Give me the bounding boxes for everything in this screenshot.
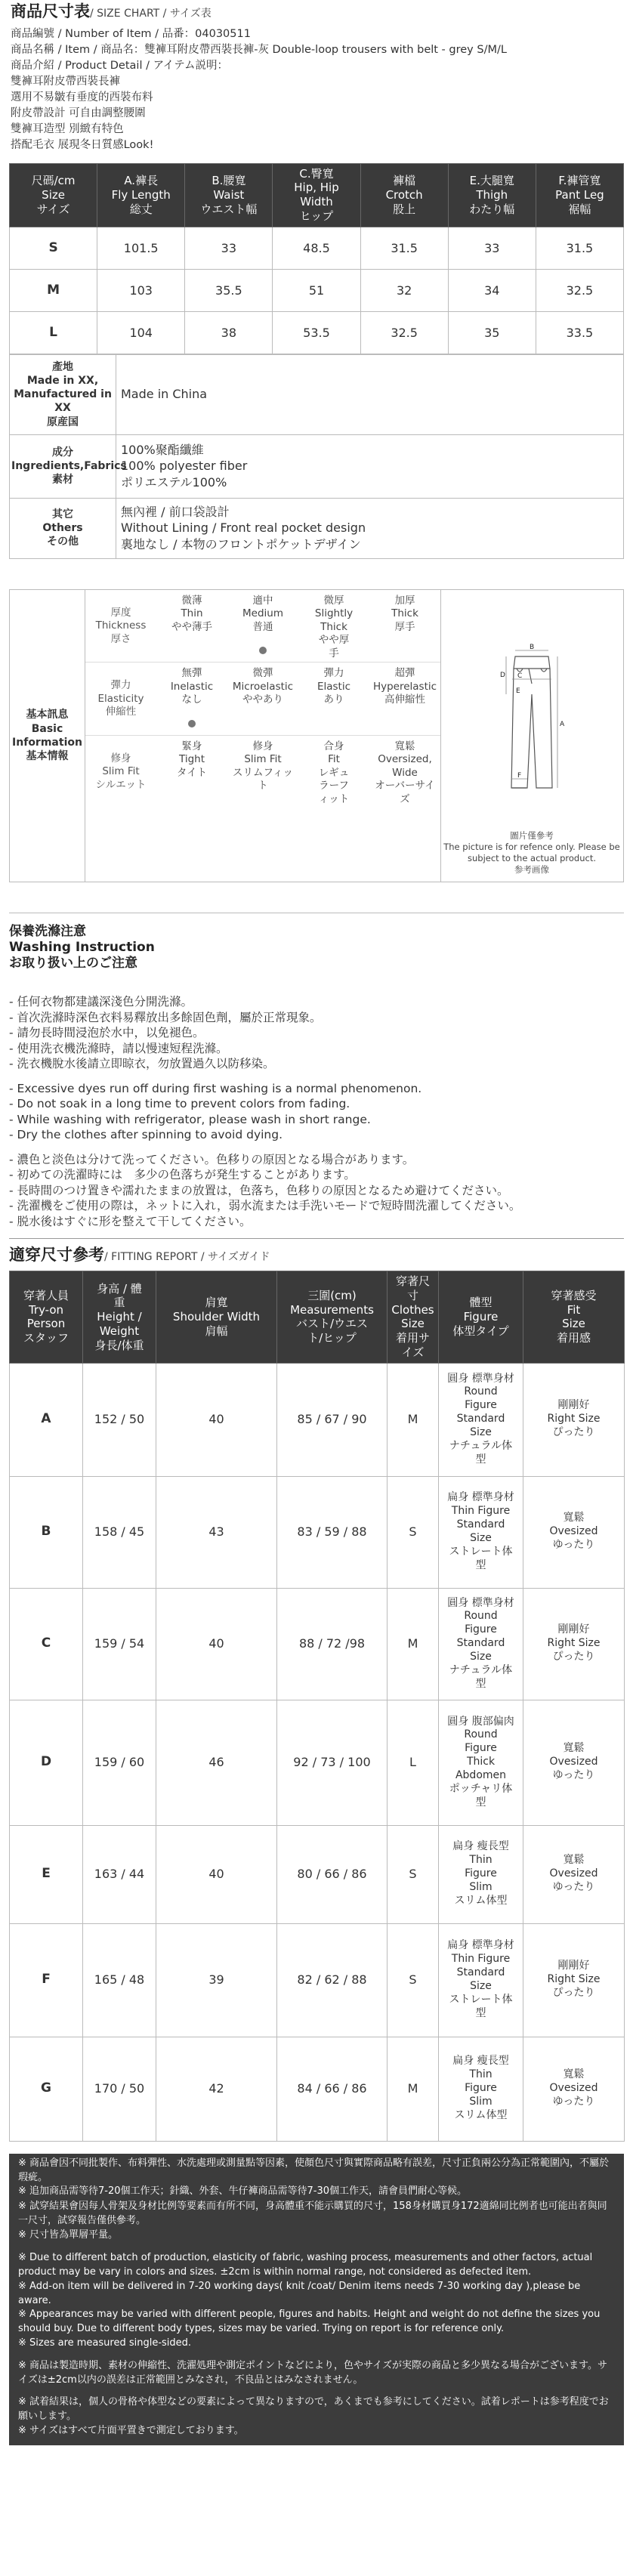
spacer — [18, 2244, 615, 2251]
fit-size: M — [388, 2037, 439, 2141]
fitting-subtitle: / FITTING REPORT / サイズガイド — [104, 1251, 270, 1264]
basic-option-text: 微厚 Slightly Thick やや厚 手 — [314, 594, 354, 659]
fit-fit: 剛剛好 Right Size ぴったり — [523, 1363, 625, 1476]
intro-line: 商品編號 / Number of Item / 品番：04030511 — [11, 27, 251, 40]
fit-figure: 扁身 瘦長型 Thin Figure Slim スリム体型 — [439, 2037, 523, 2141]
note-line: ※ 商品會因不同批製作、布料彈性、水洗處理或測量點等因素，使顏色尺寸與實際商品略有誤差，尺寸正負兩公分為正常範圍內，不屬於瑕疵。 — [18, 2157, 610, 2183]
fit-size: M — [388, 1363, 439, 1476]
basic-row-head: 厚度 Thickness 厚さ — [95, 606, 147, 645]
fit-meas: 82 / 62 / 88 — [277, 1923, 388, 2037]
fit-size: S — [388, 1825, 439, 1923]
info-row — [10, 498, 624, 558]
fit-hw: 163 / 44 — [83, 1825, 156, 1923]
fit-hw: 165 / 48 — [83, 1923, 156, 2037]
fit-header: 肩寬 Shoulder Width 肩幅 — [156, 1271, 277, 1364]
fitting-title-main: 適穿尺寸參考 — [9, 1246, 104, 1265]
basic-option — [298, 663, 369, 735]
diagram-label-c: C — [517, 672, 523, 680]
diagram-label-b: B — [530, 643, 535, 651]
fit-fit: 寬鬆 Ovesized ゆったり — [523, 2037, 625, 2141]
fit-header: 三圍(cm) Measurements バスト/ウエス ト/ヒップ — [277, 1271, 388, 1364]
product-info-table — [9, 354, 624, 559]
size-chart-title — [9, 0, 624, 27]
fit-row — [10, 1700, 625, 1825]
size-header: A.褲長 Fly Length 総丈 — [97, 163, 185, 227]
size-label: L — [10, 311, 97, 354]
basic-option — [369, 663, 440, 735]
pants-diagram-box — [440, 590, 623, 882]
basic-info-panel — [9, 589, 624, 882]
size-chart-subtitle: / SIZE CHART / サイズ表 — [90, 8, 212, 20]
fit-shoulder: 40 — [156, 1588, 277, 1700]
intro-line: 附皮帶設計 可自由調整腰圍 — [11, 107, 146, 119]
basic-info-grid — [85, 590, 440, 882]
wash-line: - 請勿長時間浸泡於水中，以免褪色。 — [9, 1026, 205, 1040]
fit-shoulder: 42 — [156, 2037, 277, 2141]
info-value: 無內裡 / 前口袋設計 Without Lining / Front real pocket design 裏地なし / 本物のフロントポケットデザイン — [116, 498, 624, 558]
fit-figure: 圓身 標準身材 Round Figure Standard Size ナチュラル体 型 — [439, 1363, 523, 1476]
notes-panel — [9, 2154, 624, 2445]
info-value: 100%聚酯纖維 100% polyester fiber ポリエステル100% — [116, 434, 624, 498]
basic-option — [156, 590, 227, 663]
fit-name: B — [10, 1476, 83, 1588]
washing-title: 保養洗滌注意 Washing Instruction お取り扱い上のご注意 — [9, 923, 155, 971]
intro-line: 商品名稱 / Item / 商品名：雙褲耳附皮帶西裝長褲-灰 Double-loop trousers with belt - grey S/M/L — [11, 43, 507, 56]
wash-line: - Do not soak in a long time to prevent colors from fading. — [9, 1097, 350, 1111]
info-label: 其它 Others その他 — [10, 498, 116, 558]
fit-fit: 寬鬆 Ovesized ゆったり — [523, 1700, 625, 1825]
fit-size: M — [388, 1588, 439, 1700]
fit-name: E — [10, 1825, 83, 1923]
wash-line: - 使用洗衣機洗滌時，請以慢速短程洗滌。 — [9, 1041, 228, 1055]
intro-line: 選用不易皺有垂度的西裝布料 — [11, 91, 153, 103]
basic-info-label-text: 基本訊息 Basic Information 基本情報 — [12, 709, 82, 762]
wash-line: - 洗衣機脫水後請立即晾衣，勿放置過久以防移染。 — [9, 1057, 275, 1071]
size-label: S — [10, 227, 97, 269]
fit-shoulder: 43 — [156, 1476, 277, 1588]
size-row — [10, 227, 624, 269]
info-row — [10, 434, 624, 498]
fit-meas: 92 / 73 / 100 — [277, 1700, 388, 1825]
size-label: M — [10, 269, 97, 311]
note-line: ※ Add-on item will be delivered in 7-20 working days( knit /coat/ Denim items needs 7-30 working day ),please be aware. — [18, 2280, 581, 2306]
fit-figure: 圓身 標準身材 Round Figure Standard Size ナチュラル体 型 — [439, 1588, 523, 1700]
size-value: 101.5 — [97, 227, 185, 269]
wash-line: - 長時間のつけ置きや濡れたままの放置は，色落ち，色移りの原因となるため避けてください。 — [9, 1183, 509, 1197]
fit-shoulder: 46 — [156, 1700, 277, 1825]
diagram-label-d: D — [500, 671, 505, 679]
basic-option — [156, 736, 227, 809]
size-value: 35 — [448, 311, 536, 354]
size-value: 103 — [97, 269, 185, 311]
fit-header: 體型 Figure 体型タイプ — [439, 1271, 523, 1364]
size-header: 尺碼/cm Size サイズ — [10, 163, 97, 227]
wash-line: - 濃色と淡色は分けて洗ってください。色移りの原因となる場合があります。 — [9, 1152, 415, 1166]
basic-option-text: 寬鬆 Oversized, Wide オーバーサイ ズ — [375, 740, 435, 805]
basic-option-text: 無彈 Inelastic なし — [170, 667, 214, 706]
fit-fit: 剛剛好 Right Size ぴったり — [523, 1923, 625, 2037]
wash-line: - 首次洗滌時深色衣料易釋放出多餘固色劑，屬於正常現象。 — [9, 1010, 322, 1024]
size-header: B.腰寬 Waist ウエスト幅 — [185, 163, 273, 227]
fit-size: S — [388, 1923, 439, 2037]
wash-line: - Excessive dyes run off during first washing is a normal phenomenon. — [9, 1081, 422, 1095]
wash-line: - Dry the clothes after spinning to avoid dying. — [9, 1128, 283, 1142]
fit-header: 穿著感受 Fit Size 着用感 — [523, 1271, 625, 1364]
size-value: 51 — [273, 269, 360, 311]
size-value: 32.5 — [536, 269, 623, 311]
info-row — [10, 354, 624, 434]
basic-option-text: 超彈 Hyperelastic 高伸縮性 — [372, 667, 437, 706]
wash-line: - While washing with refrigerator, please wash in short range. — [9, 1112, 371, 1126]
basic-row-head: 彈力 Elasticity 伸縮性 — [97, 679, 144, 718]
info-label: 成分 Ingredients,Fabrics 素材 — [10, 434, 116, 498]
product-intro — [9, 27, 624, 154]
wash-line: - 初めての洗濯時には 多少の色落ちが発生することがあります。 — [9, 1168, 356, 1182]
basic-option — [369, 590, 440, 663]
fit-meas: 88 / 72 /98 — [277, 1588, 388, 1700]
basic-option-text: 緊身 Tight タイト — [176, 740, 208, 779]
washing-lines — [9, 994, 624, 1229]
size-header: 褲檔 Crotch 股上 — [360, 163, 448, 227]
fit-name: F — [10, 1923, 83, 2037]
note-line: ※ 試穿結果會因每人骨架及身材比例等要素而有所不同，身高體重不能示購買的尺寸，158身材購買身172適綿同比例者也可能出者與同一尺寸，試穿報告僅供參考。 — [18, 2201, 607, 2227]
note-line: ※ 追加商品需等待7-20個工作天；針織、外套、牛仔褲商品需等待7-30個工作天，請會員們耐心等候。 — [18, 2185, 468, 2198]
size-chart-title-main: 商品尺寸表 — [11, 2, 90, 20]
fitting-table — [9, 1271, 625, 2142]
fit-fit: 寬鬆 Ovesized ゆったり — [523, 1476, 625, 1588]
wash-line: - 任何衣物都建議深淺色分開洗滌。 — [9, 995, 193, 1009]
intro-line: 雙褲耳造型 別緻有特色 — [11, 122, 124, 135]
pants-diagram — [441, 590, 622, 824]
fit-hw: 170 / 50 — [83, 2037, 156, 2141]
basic-row — [85, 590, 440, 663]
basic-option-text: 加厚 Thick 厚手 — [391, 594, 418, 633]
note-line: ※ 尺寸皆為單層平量。 — [18, 2229, 119, 2241]
basic-row-head: 修身 Slim Fit シルエット — [95, 752, 147, 791]
size-value: 53.5 — [273, 311, 360, 354]
size-value: 32 — [360, 269, 448, 311]
intro-line: 商品介紹 / Product Detail / アイテム説明： — [11, 59, 229, 72]
size-header: C.臀寬 Hip, Hip Width ヒップ — [273, 163, 360, 227]
diagram-label-a: A — [560, 720, 565, 728]
fit-row — [10, 1476, 625, 1588]
basic-option-text: 彈力 Elastic あり — [316, 667, 351, 706]
fit-size: S — [388, 1476, 439, 1588]
size-value: 31.5 — [536, 227, 623, 269]
size-header: E.大腿寬 Thigh わたり幅 — [448, 163, 536, 227]
basic-option — [227, 663, 298, 735]
size-value: 34 — [448, 269, 536, 311]
intro-line: 搭配毛衣 展現冬日質感Look! — [11, 138, 154, 151]
fit-row — [10, 1825, 625, 1923]
fit-name: G — [10, 2037, 83, 2141]
basic-option — [369, 736, 440, 809]
note-line: ※ Due to different batch of production, elasticity of fabric, washing process, measurements and other factors, actual product may be vary in colors and sizes. ±2cm is within normal range, not considered as defected item. — [18, 2252, 593, 2278]
washing-section — [9, 913, 624, 1230]
fit-meas: 85 / 67 / 90 — [277, 1363, 388, 1476]
size-value: 33 — [448, 227, 536, 269]
fit-header: 穿著人員 Try-on Person スタッフ — [10, 1271, 83, 1364]
basic-option-text: 微彈 Microelastic ややあり — [232, 667, 294, 706]
basic-info-label — [10, 590, 85, 882]
diagram-label-e: E — [516, 687, 520, 695]
fit-meas: 84 / 66 / 86 — [277, 2037, 388, 2141]
wash-line: - 脱水後はすぐに形を整えて干してください。 — [9, 1214, 252, 1228]
note-line: ※ Sizes are measured single-sided. — [18, 2337, 192, 2349]
fit-row — [10, 2037, 625, 2141]
size-value: 35.5 — [185, 269, 273, 311]
fit-name: C — [10, 1588, 83, 1700]
size-value: 38 — [185, 311, 273, 354]
size-value: 33.5 — [536, 311, 623, 354]
selected-dot-icon — [188, 720, 196, 727]
fit-figure: 扁身 標準身材 Thin Figure Standard Size ストレート体 型 — [439, 1476, 523, 1588]
fit-meas: 80 / 66 / 86 — [277, 1825, 388, 1923]
note-line: ※ 商品は製造時期、素材の伸縮性、洗濯処理や測定ポイントなどにより，色やサイズが実際の商品と多少異なる場合がございます。サイズは±2cm以内の誤差は正常範囲とみなされ，不良品とはみなされません。 — [18, 2360, 607, 2386]
basic-row — [85, 663, 440, 736]
spacer — [18, 2352, 615, 2359]
fit-hw: 159 / 60 — [83, 1700, 156, 1825]
note-line: ※ 試着結果は，個人の骨格や体型などの要素によって異なりますので，あくまでも参考にしてください。試着レポートは参考程度でお願いします。 — [18, 2395, 609, 2422]
size-value: 104 — [97, 311, 185, 354]
fit-shoulder: 39 — [156, 1923, 277, 2037]
fit-shoulder: 40 — [156, 1825, 277, 1923]
fit-header: 穿著尺 寸 Clothes Size 着用サ イズ — [388, 1271, 439, 1364]
basic-option — [227, 590, 298, 663]
image-caption: 圖片僅參考 The picture is for refence only. Please be subject to the actual product. 参考画像 — [443, 829, 620, 875]
size-value: 32.5 — [360, 311, 448, 354]
fit-row — [10, 1923, 625, 2037]
basic-row — [85, 736, 440, 809]
size-table — [9, 163, 624, 354]
size-value: 31.5 — [360, 227, 448, 269]
basic-option — [227, 736, 298, 809]
basic-option-text: 微薄 Thin やや薄手 — [171, 594, 212, 633]
fit-row — [10, 1363, 625, 1476]
fit-hw: 158 / 45 — [83, 1476, 156, 1588]
spacer — [9, 1143, 624, 1152]
fitting-title — [9, 1238, 624, 1266]
size-header: F.褲管寬 Pant Leg 裾幅 — [536, 163, 623, 227]
fit-row — [10, 1588, 625, 1700]
fit-figure: 圓身 腹部偏肉 Round Figure Thick Abdomen ポッチャリ体 型 — [439, 1700, 523, 1825]
spacer — [18, 2388, 615, 2395]
size-value: 48.5 — [273, 227, 360, 269]
basic-option — [156, 663, 227, 735]
selected-dot-icon — [259, 647, 267, 654]
intro-line: 雙褲耳附皮帶西裝長褲 — [11, 75, 120, 88]
note-line: ※ サイズはすべて片面平置きで測定しております。 — [18, 2424, 244, 2436]
basic-option — [298, 736, 369, 809]
wash-line: - 洗濯機をご使用の際は，ネットに入れ，弱水流または手洗いモードで短時間洗濯してください。 — [9, 1199, 521, 1213]
basic-option — [298, 590, 369, 663]
size-value: 33 — [185, 227, 273, 269]
basic-option-text: 適中 Medium 普通 — [242, 594, 283, 633]
fit-shoulder: 40 — [156, 1363, 277, 1476]
basic-option-text: 修身 Slim Fit スリムフィッ ト — [233, 740, 293, 792]
fit-meas: 83 / 59 / 88 — [277, 1476, 388, 1588]
info-value: Made in China — [116, 354, 624, 434]
size-row — [10, 269, 624, 311]
spacer — [9, 1072, 624, 1081]
fit-name: A — [10, 1363, 83, 1476]
fit-figure: 扁身 標準身材 Thin Figure Standard Size ストレート体 型 — [439, 1923, 523, 2037]
fit-fit: 剛剛好 Right Size ぴったり — [523, 1588, 625, 1700]
diagram-label-f: F — [517, 771, 522, 780]
fit-size: L — [388, 1700, 439, 1825]
info-label: 產地 Made in XX, Manufactured in XX 原産国 — [10, 354, 116, 434]
size-row — [10, 311, 624, 354]
fit-name: D — [10, 1700, 83, 1825]
fit-fit: 寬鬆 Ovesized ゆったり — [523, 1825, 625, 1923]
fit-header: 身高 / 體 重 Height / Weight 身長/体重 — [83, 1271, 156, 1364]
fit-hw: 159 / 54 — [83, 1588, 156, 1700]
fit-figure: 扁身 瘦長型 Thin Figure Slim スリム体型 — [439, 1825, 523, 1923]
fit-hw: 152 / 50 — [83, 1363, 156, 1476]
note-line: ※ Appearances may be varied with different people, figures and habits. Height and weight do not define the sizes you should buy. Due to different body types, sizes may be varied. Trying on report is for reference only. — [18, 2309, 601, 2335]
basic-option-text: 合身 Fit レギュ ラーフ ィット — [318, 740, 350, 805]
